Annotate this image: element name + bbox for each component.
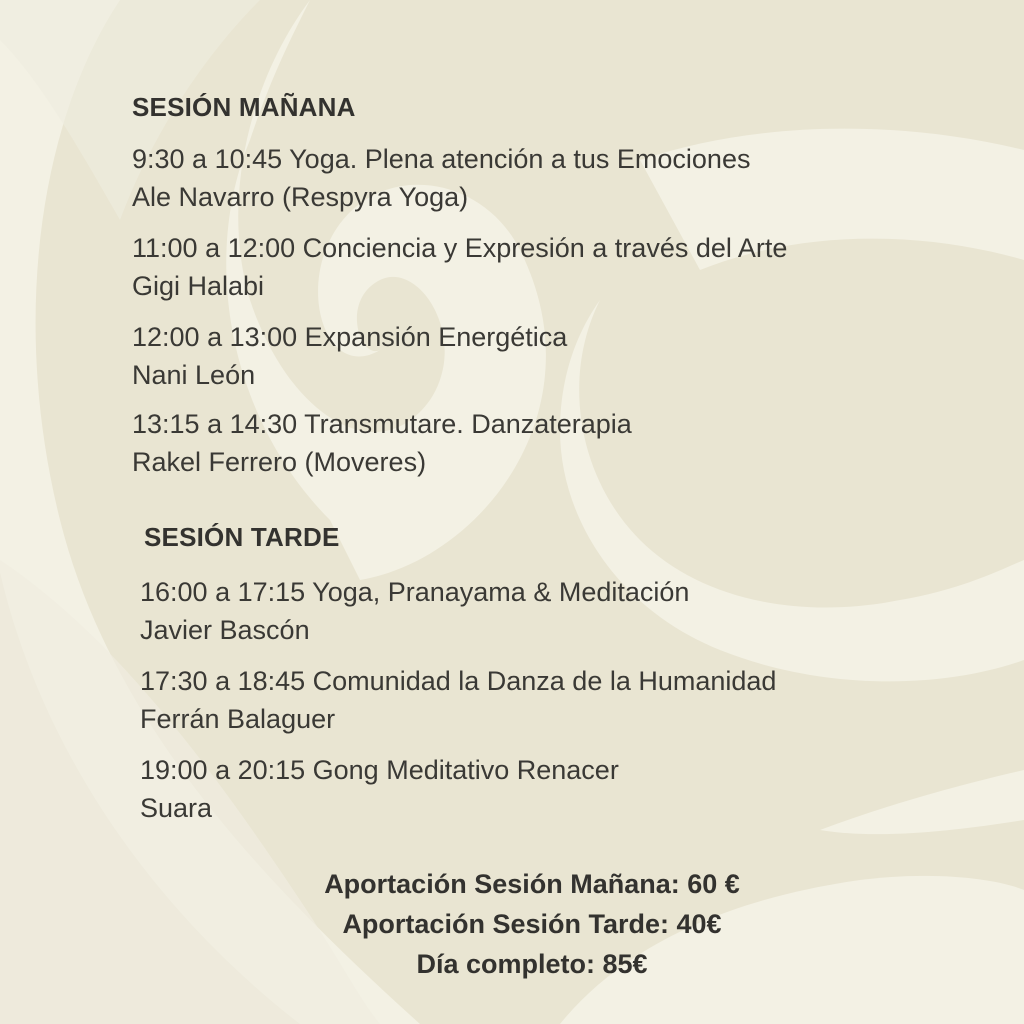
session-title: 12:00 a 13:00 Expansión Energética [132,322,568,352]
price-full-day: Día completo: 85€ [416,949,648,979]
morning-session-2 [132,229,787,305]
session-host: Javier Bascón [140,615,310,645]
morning-session-1 [132,140,750,216]
afternoon-session-2 [140,662,776,738]
session-host: Ale Navarro (Respyra Yoga) [132,182,469,212]
price-summary [0,864,1024,984]
session-host: Rakel Ferrero (Moveres) [132,447,427,477]
session-host: Ferrán Balaguer [140,704,336,734]
session-title: 11:00 a 12:00 Conciencia y Expresión a través del Arte [132,233,788,263]
session-host: Nani León [132,360,256,390]
morning-session-4 [132,405,632,481]
morning-session-3 [132,318,567,394]
price-afternoon: Aportación Sesión Tarde: 40€ [342,909,722,939]
afternoon-heading: SESIÓN TARDE [144,522,340,552]
session-title: 17:30 a 18:45 Comunidad la Danza de la Humanidad [140,666,777,696]
afternoon-session-1 [140,573,689,649]
session-title: 13:15 a 14:30 Transmutare. Danzaterapia [132,409,632,439]
price-morning: Aportación Sesión Mañana: 60 € [324,869,740,899]
session-host: Suara [140,793,213,823]
afternoon-session-3 [140,751,619,827]
session-title: 9:30 a 10:45 Yoga. Plena atención a tus Emociones [132,144,751,174]
session-title: 16:00 a 17:15 Yoga, Pranayama & Meditación [140,577,690,607]
session-title: 19:00 a 20:15 Gong Meditativo Renacer [140,755,619,785]
morning-heading: SESIÓN MAÑANA [132,92,356,122]
session-host: Gigi Halabi [132,271,265,301]
